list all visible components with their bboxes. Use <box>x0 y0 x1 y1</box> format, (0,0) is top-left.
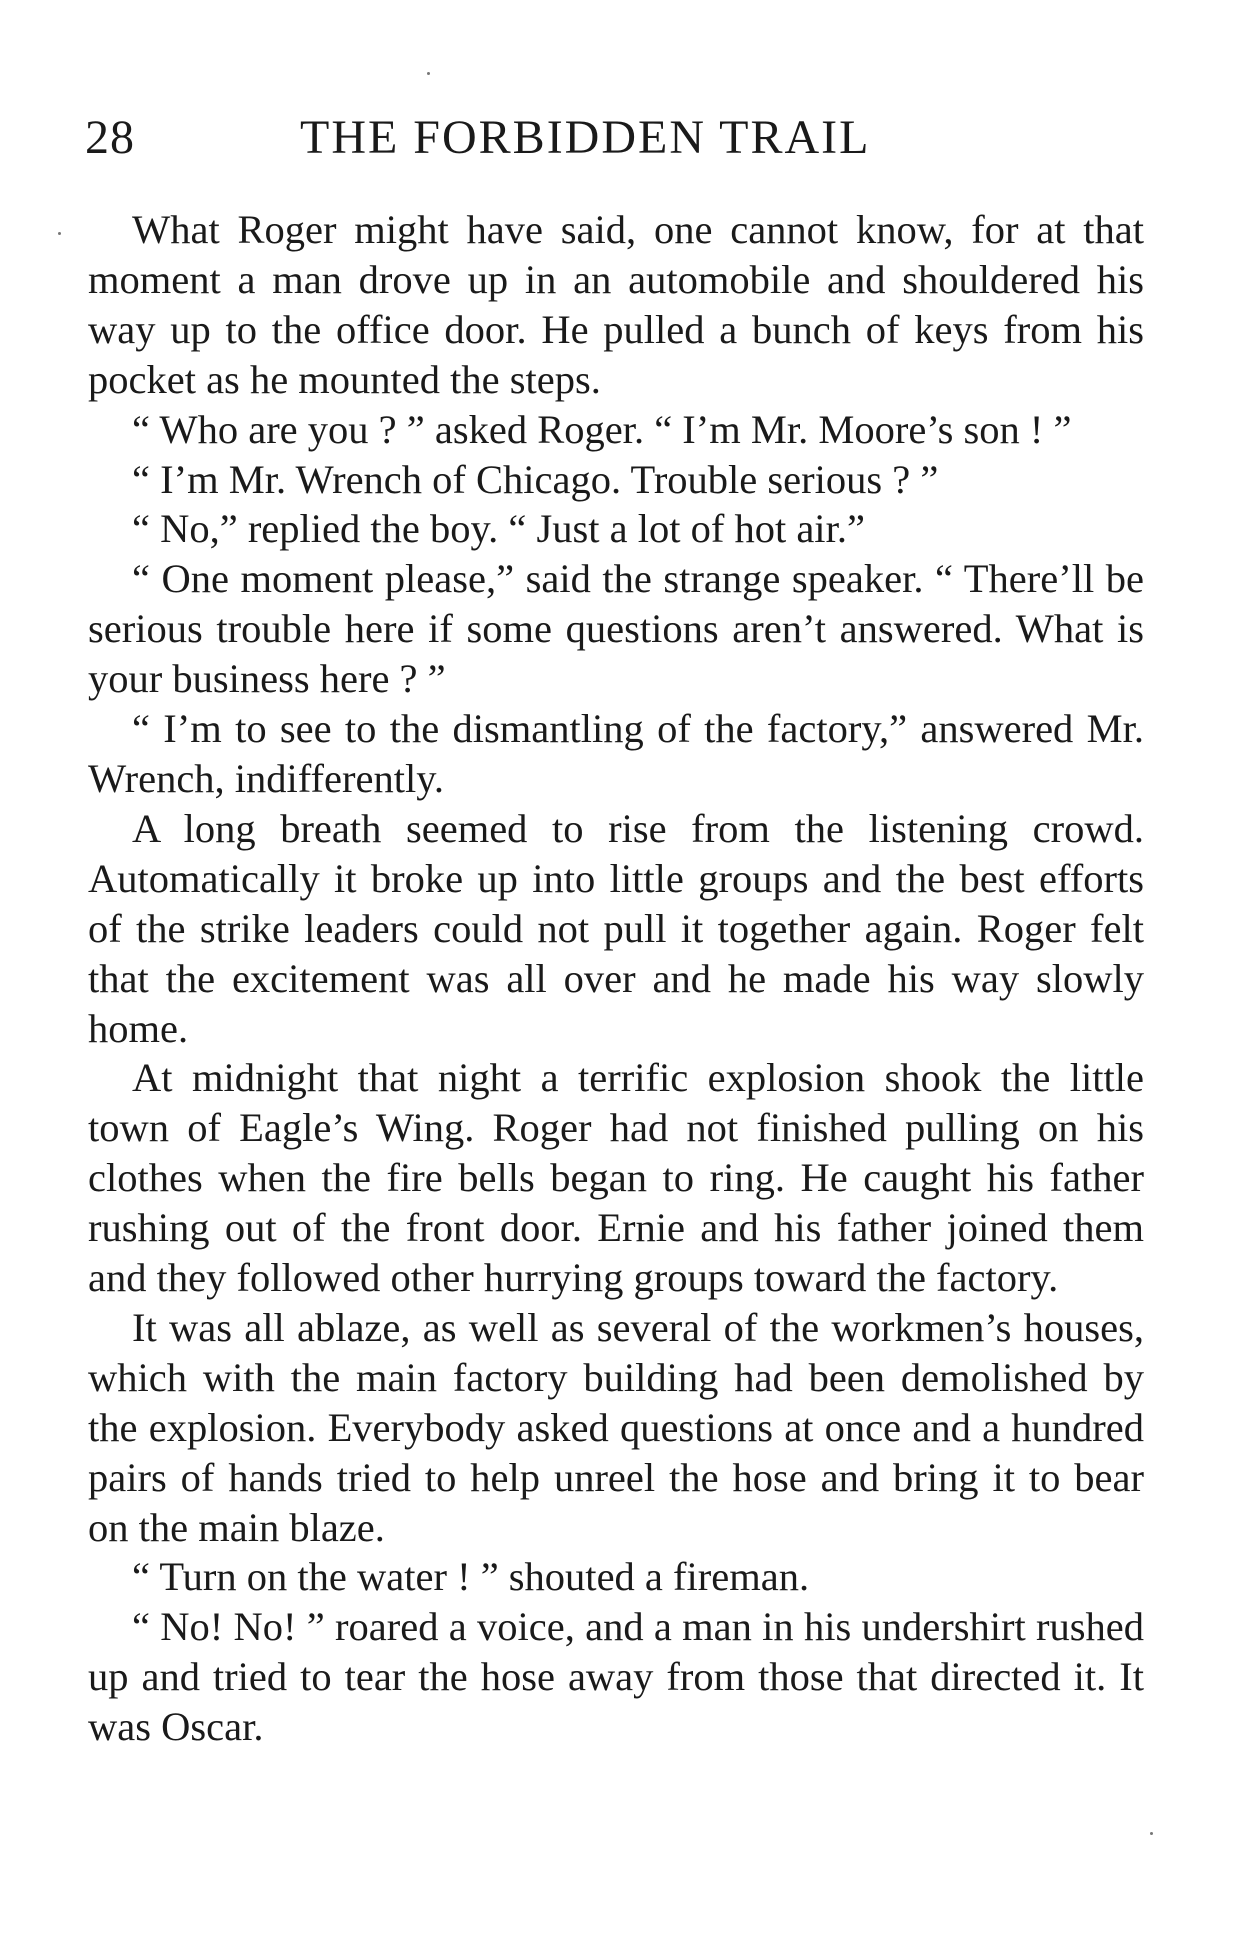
paragraph: “ One moment please,” said the strange speaker. “ There’ll be serious trouble here if some questions aren’t answered. What is your business here ? ” <box>88 556 1144 702</box>
paragraph: It was all ablaze, as well as several of the workmen’s houses, which with the main factory building had been demolished by the explosion. Everybody asked questions at once and a hundred pairs of hands tried to help unreel the hose and bring it to bear on the main blaze. <box>88 1304 1144 1550</box>
page-number: 28 <box>85 111 135 164</box>
paragraph: “ Turn on the water ! ” shouted a fireman. <box>132 1554 810 1600</box>
paper-speck <box>58 232 61 235</box>
paragraph: “ No! No! ” roared a voice, and a man in his undershirt rushed up and tried to tear the hose away from those that directed it. It was Oscar. <box>88 1604 1144 1750</box>
paragraph: At midnight that night a terrific explosion shook the little town of Eagle’s Wing. Roger had not finished pulling on his clothes when the fire bells began to ring. He caught his father rushing out of the front door. Ernie and his father joined them and they followed other hurrying groups toward the factory. <box>88 1055 1144 1301</box>
body-text <box>88 205 1144 1752</box>
running-title: THE FORBIDDEN TRAIL <box>300 111 871 164</box>
paragraph: What Roger might have said, one cannot know, for at that moment a man drove up in an automobile and shouldered his way up to the office door. He pulled a bunch of keys from his pocket as he mounted the steps. <box>88 207 1144 402</box>
paper-speck <box>1150 1832 1153 1835</box>
paragraph: “ No,” replied the boy. “ Just a lot of hot air.” <box>132 506 865 552</box>
paragraph: “ I’m to see to the dismantling of the factory,” answered Mr. Wrench, indifferently. <box>88 706 1144 801</box>
paragraph: “ I’m Mr. Wrench of Chicago. Trouble serious ? ” <box>132 456 939 502</box>
paragraph: “ Who are you ? ” asked Roger. “ I’m Mr. Moore’s son ! ” <box>132 406 1072 452</box>
running-head <box>85 108 1145 168</box>
paper-speck <box>427 72 430 75</box>
paragraph: A long breath seemed to rise from the listening crowd. Automatically it broke up into little groups and the best efforts of the strike leaders could not pull it together again. Roger felt that the excitement was all over and he made his way slowly home. <box>88 805 1144 1051</box>
